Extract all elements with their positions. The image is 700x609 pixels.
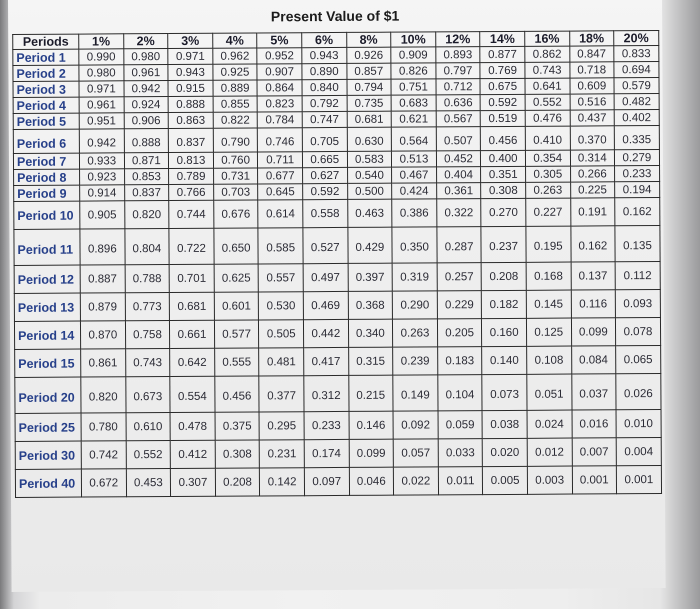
value-cell: 0.813 [169, 152, 214, 168]
value-cell: 0.404 [436, 167, 481, 183]
value-cell: 0.711 [258, 152, 303, 168]
value-cell: 0.744 [169, 200, 214, 228]
value-cell: 0.001 [572, 466, 617, 494]
value-cell: 0.907 [257, 64, 302, 80]
value-cell: 0.397 [348, 263, 393, 291]
value-cell: 0.142 [260, 468, 305, 496]
value-cell: 0.951 [79, 113, 124, 129]
value-cell: 0.822 [213, 112, 258, 128]
value-cell: 0.625 [214, 264, 259, 292]
value-cell: 0.790 [213, 128, 258, 152]
value-cell: 0.675 [480, 78, 525, 94]
value-cell: 0.820 [124, 201, 169, 229]
row-label: Period 20 [15, 377, 81, 413]
value-cell: 0.665 [302, 151, 347, 167]
value-cell: 0.410 [525, 126, 570, 150]
value-cell: 0.636 [436, 95, 481, 111]
table-row [15, 346, 661, 378]
value-cell: 0.099 [349, 439, 394, 467]
value-cell: 0.769 [480, 62, 525, 78]
value-cell: 0.402 [614, 110, 659, 126]
value-cell: 0.527 [303, 227, 348, 263]
value-cell: 0.149 [393, 375, 438, 411]
value-cell: 0.513 [392, 151, 437, 167]
value-cell: 0.370 [570, 126, 615, 150]
value-cell: 0.208 [481, 262, 526, 290]
value-cell: 0.290 [392, 291, 437, 319]
value-cell: 0.315 [348, 347, 393, 375]
value-cell: 0.909 [391, 47, 436, 63]
table-row [15, 410, 661, 442]
value-cell: 0.961 [79, 97, 124, 113]
column-header-rate: 16% [525, 31, 570, 46]
value-cell: 0.621 [391, 111, 436, 127]
value-cell: 0.335 [614, 126, 659, 150]
value-cell: 0.097 [304, 467, 349, 495]
value-cell: 0.208 [215, 468, 260, 496]
value-cell: 0.923 [80, 169, 125, 185]
table-row [14, 318, 660, 350]
value-cell: 0.135 [615, 226, 660, 262]
value-cell: 0.194 [615, 182, 660, 198]
column-header-rate: 4% [212, 33, 257, 48]
value-cell: 0.108 [527, 346, 572, 374]
value-cell: 0.279 [615, 150, 660, 166]
value-cell: 0.312 [304, 375, 349, 411]
value-cell: 0.026 [616, 374, 661, 410]
value-cell: 0.610 [126, 413, 171, 441]
value-cell: 0.943 [302, 47, 347, 63]
value-cell: 0.215 [348, 375, 393, 411]
value-cell: 0.861 [81, 349, 126, 377]
value-cell: 0.146 [349, 411, 394, 439]
value-cell: 0.516 [570, 94, 615, 110]
value-cell: 0.162 [615, 198, 660, 226]
value-cell: 0.855 [213, 96, 258, 112]
value-cell: 0.452 [436, 151, 481, 167]
value-cell: 0.826 [391, 63, 436, 79]
value-cell: 0.705 [302, 127, 347, 151]
value-cell: 0.641 [525, 78, 570, 94]
column-header-rate: 12% [435, 32, 480, 47]
value-cell: 0.863 [168, 112, 213, 128]
value-cell: 0.743 [125, 349, 170, 377]
value-cell: 0.942 [124, 81, 169, 97]
value-cell: 0.073 [482, 374, 527, 410]
value-cell: 0.092 [393, 411, 438, 439]
value-cell: 0.078 [616, 318, 661, 346]
value-cell: 0.853 [124, 169, 169, 185]
table-row [14, 262, 660, 294]
value-cell: 0.577 [214, 320, 259, 348]
value-cell: 0.051 [527, 374, 572, 410]
row-label: Period 3 [13, 81, 79, 97]
value-cell: 0.005 [483, 466, 528, 494]
row-label: Period 7 [13, 153, 79, 169]
table-row [15, 466, 661, 498]
value-cell: 0.195 [526, 226, 571, 262]
value-cell: 0.627 [302, 167, 347, 183]
value-cell: 0.476 [525, 110, 570, 126]
value-cell: 0.412 [170, 440, 215, 468]
value-cell: 0.233 [304, 411, 349, 439]
value-cell: 0.645 [258, 184, 303, 200]
value-cell: 0.012 [527, 438, 572, 466]
value-cell: 0.642 [170, 348, 215, 376]
value-cell: 0.847 [569, 46, 614, 62]
value-cell: 0.609 [570, 78, 615, 94]
value-cell: 0.160 [482, 318, 527, 346]
value-cell: 0.747 [302, 111, 347, 127]
value-cell: 0.933 [79, 153, 124, 169]
row-label: Period 15 [15, 349, 81, 377]
value-cell: 0.453 [126, 469, 171, 497]
value-cell: 0.555 [214, 348, 259, 376]
value-cell: 0.104 [438, 375, 483, 411]
value-cell: 0.743 [525, 62, 570, 78]
value-cell: 0.840 [302, 79, 347, 95]
value-cell: 0.505 [259, 320, 304, 348]
value-cell: 0.630 [347, 127, 392, 151]
value-cell: 0.592 [480, 94, 525, 110]
value-cell: 0.137 [571, 262, 616, 290]
value-cell: 0.084 [571, 346, 616, 374]
row-label: Period 13 [14, 293, 80, 321]
value-cell: 0.145 [526, 290, 571, 318]
value-cell: 0.351 [481, 166, 526, 182]
value-cell: 0.780 [81, 413, 126, 441]
value-cell: 0.270 [481, 198, 526, 226]
value-cell: 0.760 [213, 152, 258, 168]
value-cell: 0.820 [81, 377, 126, 413]
value-cell: 0.033 [438, 439, 483, 467]
column-header-rate: 10% [391, 32, 436, 47]
value-cell: 0.116 [571, 290, 616, 318]
value-cell: 0.915 [168, 80, 213, 96]
value-cell: 0.961 [123, 65, 168, 81]
value-cell: 0.011 [438, 467, 483, 495]
value-cell: 0.557 [258, 264, 303, 292]
value-cell: 0.307 [171, 468, 216, 496]
value-cell: 0.463 [347, 199, 392, 227]
value-cell: 0.601 [214, 292, 259, 320]
value-cell: 0.530 [259, 292, 304, 320]
value-cell: 0.906 [124, 113, 169, 129]
value-cell: 0.016 [572, 410, 617, 438]
value-cell: 0.962 [213, 48, 258, 64]
value-cell: 0.823 [257, 96, 302, 112]
value-cell: 0.614 [258, 200, 303, 228]
document-sheet [8, 0, 666, 592]
value-cell: 0.500 [347, 183, 392, 199]
value-cell: 0.093 [615, 290, 660, 318]
value-cell: 0.683 [391, 95, 436, 111]
value-cell: 0.229 [437, 291, 482, 319]
value-cell: 0.942 [79, 129, 124, 153]
value-cell: 0.112 [615, 262, 660, 290]
value-cell: 0.924 [124, 97, 169, 113]
value-cell: 0.424 [392, 183, 437, 199]
value-cell: 0.046 [349, 467, 394, 495]
row-label: Period 14 [14, 321, 80, 349]
value-cell: 0.943 [168, 64, 213, 80]
value-cell: 0.672 [81, 469, 126, 497]
value-cell: 0.037 [571, 374, 616, 410]
value-cell: 0.871 [124, 153, 169, 169]
value-cell: 0.789 [169, 168, 214, 184]
column-header-rate: 5% [257, 33, 302, 48]
row-label: Period 8 [14, 169, 80, 185]
value-cell: 0.661 [170, 320, 215, 348]
value-cell: 0.239 [393, 347, 438, 375]
value-cell: 0.554 [170, 376, 215, 412]
column-header-rate: 20% [614, 31, 659, 46]
value-cell: 0.065 [616, 346, 661, 374]
value-cell: 0.519 [481, 110, 526, 126]
value-cell: 0.125 [526, 318, 571, 346]
value-cell: 0.003 [527, 466, 572, 494]
value-cell: 0.794 [347, 79, 392, 95]
value-cell: 0.007 [572, 438, 617, 466]
column-header-rate: 14% [480, 31, 525, 46]
row-label: Period 30 [15, 441, 81, 469]
value-cell: 0.758 [125, 321, 170, 349]
value-cell: 0.020 [483, 438, 528, 466]
row-label: Period 4 [13, 97, 79, 113]
present-value-table [12, 30, 662, 498]
value-cell: 0.354 [525, 150, 570, 166]
value-cell: 0.350 [392, 227, 437, 263]
value-cell: 0.718 [569, 62, 614, 78]
value-cell: 0.168 [526, 262, 571, 290]
value-cell: 0.257 [437, 263, 482, 291]
value-cell: 0.888 [168, 96, 213, 112]
table-row [15, 438, 661, 470]
value-cell: 0.746 [258, 128, 303, 152]
page-title: Present Value of $1 [270, 7, 400, 25]
value-cell: 0.182 [482, 290, 527, 318]
table-row [14, 290, 660, 322]
value-cell: 0.792 [302, 95, 347, 111]
value-cell: 0.429 [347, 227, 392, 263]
value-cell: 0.340 [348, 319, 393, 347]
value-cell: 0.701 [169, 264, 214, 292]
row-label: Period 1 [13, 49, 79, 65]
row-label: Period 11 [14, 229, 80, 265]
value-cell: 0.263 [393, 319, 438, 347]
column-header-rate: 6% [302, 32, 347, 47]
value-cell: 0.888 [124, 129, 169, 153]
value-cell: 0.478 [170, 412, 215, 440]
row-label: Period 6 [13, 129, 79, 153]
value-cell: 0.905 [80, 201, 125, 229]
value-cell: 0.766 [169, 184, 214, 200]
value-cell: 0.482 [614, 94, 659, 110]
value-cell: 0.225 [570, 182, 615, 198]
value-cell: 0.456 [481, 126, 526, 150]
table-row [14, 226, 660, 266]
value-cell: 0.375 [215, 412, 260, 440]
value-cell: 0.001 [616, 466, 661, 494]
value-cell: 0.925 [213, 64, 258, 80]
value-cell: 0.183 [437, 347, 482, 375]
value-cell: 0.386 [392, 199, 437, 227]
value-cell: 0.879 [80, 293, 125, 321]
value-cell: 0.703 [213, 184, 258, 200]
value-cell: 0.361 [436, 183, 481, 199]
column-header-rate: 3% [168, 33, 213, 48]
value-cell: 0.971 [168, 48, 213, 64]
value-cell: 0.980 [123, 49, 168, 65]
value-cell: 0.467 [392, 167, 437, 183]
value-cell: 0.497 [303, 263, 348, 291]
value-cell: 0.712 [436, 79, 481, 95]
row-label: Period 5 [13, 113, 79, 129]
value-cell: 0.099 [571, 318, 616, 346]
value-cell: 0.191 [570, 198, 615, 226]
value-cell: 0.797 [436, 63, 481, 79]
value-cell: 0.676 [214, 200, 259, 228]
table-row [15, 374, 661, 414]
value-cell: 0.231 [260, 440, 305, 468]
column-header-rate: 8% [346, 32, 391, 47]
value-cell: 0.004 [616, 438, 661, 466]
column-header-rate: 1% [79, 34, 124, 49]
row-label: Period 9 [14, 185, 80, 201]
value-cell: 0.305 [525, 166, 570, 182]
value-cell: 0.567 [436, 111, 481, 127]
value-cell: 0.314 [570, 150, 615, 166]
value-cell: 0.735 [347, 95, 392, 111]
value-cell: 0.377 [259, 376, 304, 412]
value-cell: 0.857 [346, 63, 391, 79]
value-cell: 0.896 [80, 229, 125, 265]
value-cell: 0.442 [303, 319, 348, 347]
value-cell: 0.227 [526, 198, 571, 226]
value-cell: 0.308 [481, 182, 526, 198]
value-cell: 0.681 [169, 292, 214, 320]
value-cell: 0.837 [124, 185, 169, 201]
value-cell: 0.481 [259, 348, 304, 376]
value-cell: 0.751 [391, 79, 436, 95]
value-cell: 0.583 [347, 151, 392, 167]
value-cell: 0.024 [527, 410, 572, 438]
value-cell: 0.059 [438, 411, 483, 439]
value-cell: 0.507 [436, 127, 481, 151]
value-cell: 0.804 [124, 229, 169, 265]
value-cell: 0.558 [303, 199, 348, 227]
value-cell: 0.319 [392, 263, 437, 291]
value-cell: 0.205 [437, 319, 482, 347]
column-header-rate: 2% [123, 34, 168, 49]
row-label: Period 12 [14, 265, 80, 293]
value-cell: 0.592 [303, 183, 348, 199]
value-cell: 0.980 [79, 65, 124, 81]
value-cell: 0.010 [616, 410, 661, 438]
value-cell: 0.877 [480, 46, 525, 62]
value-cell: 0.887 [80, 265, 125, 293]
value-cell: 0.308 [215, 440, 260, 468]
value-cell: 0.650 [214, 228, 259, 264]
column-header-periods: Periods [13, 34, 79, 49]
value-cell: 0.400 [481, 150, 526, 166]
value-cell: 0.864 [257, 80, 302, 96]
value-cell: 0.870 [80, 321, 125, 349]
row-label: Period 10 [14, 201, 80, 229]
value-cell: 0.140 [482, 346, 527, 374]
value-cell: 0.773 [125, 293, 170, 321]
value-cell: 0.585 [258, 228, 303, 264]
value-cell: 0.295 [259, 412, 304, 440]
value-cell: 0.437 [570, 110, 615, 126]
value-cell: 0.926 [346, 47, 391, 63]
value-cell: 0.174 [304, 439, 349, 467]
value-cell: 0.038 [482, 410, 527, 438]
column-header-rate: 18% [569, 31, 614, 46]
value-cell: 0.890 [302, 63, 347, 79]
value-cell: 0.694 [614, 62, 659, 78]
row-label: Period 40 [15, 469, 81, 497]
value-cell: 0.233 [615, 166, 660, 182]
value-cell: 0.162 [570, 226, 615, 262]
value-cell: 0.368 [348, 291, 393, 319]
value-cell: 0.322 [436, 199, 481, 227]
table-row [14, 198, 660, 230]
row-label: Period 2 [13, 65, 79, 81]
value-cell: 0.990 [79, 49, 124, 65]
value-cell: 0.971 [79, 81, 124, 97]
value-cell: 0.788 [125, 265, 170, 293]
value-cell: 0.914 [80, 185, 125, 201]
value-cell: 0.579 [614, 78, 659, 94]
value-cell: 0.552 [126, 441, 171, 469]
value-cell: 0.564 [391, 127, 436, 151]
value-cell: 0.837 [168, 128, 213, 152]
value-cell: 0.469 [303, 291, 348, 319]
value-cell: 0.731 [213, 168, 258, 184]
table-body [13, 46, 661, 498]
value-cell: 0.677 [258, 168, 303, 184]
value-cell: 0.833 [614, 46, 659, 62]
value-cell: 0.237 [481, 226, 526, 262]
value-cell: 0.057 [393, 439, 438, 467]
value-cell: 0.862 [525, 46, 570, 62]
value-cell: 0.784 [258, 112, 303, 128]
value-cell: 0.742 [81, 441, 126, 469]
value-cell: 0.540 [347, 167, 392, 183]
row-label: Period 25 [15, 413, 81, 441]
value-cell: 0.681 [347, 111, 392, 127]
value-cell: 0.456 [215, 376, 260, 412]
value-cell: 0.889 [213, 80, 258, 96]
value-cell: 0.022 [394, 467, 439, 495]
value-cell: 0.552 [525, 94, 570, 110]
value-cell: 0.722 [169, 228, 214, 264]
value-cell: 0.266 [570, 166, 615, 182]
value-cell: 0.263 [526, 182, 571, 198]
value-cell: 0.952 [257, 48, 302, 64]
value-cell: 0.417 [304, 347, 349, 375]
value-cell: 0.893 [436, 47, 481, 63]
value-cell: 0.673 [125, 377, 170, 413]
value-cell: 0.287 [437, 227, 482, 263]
